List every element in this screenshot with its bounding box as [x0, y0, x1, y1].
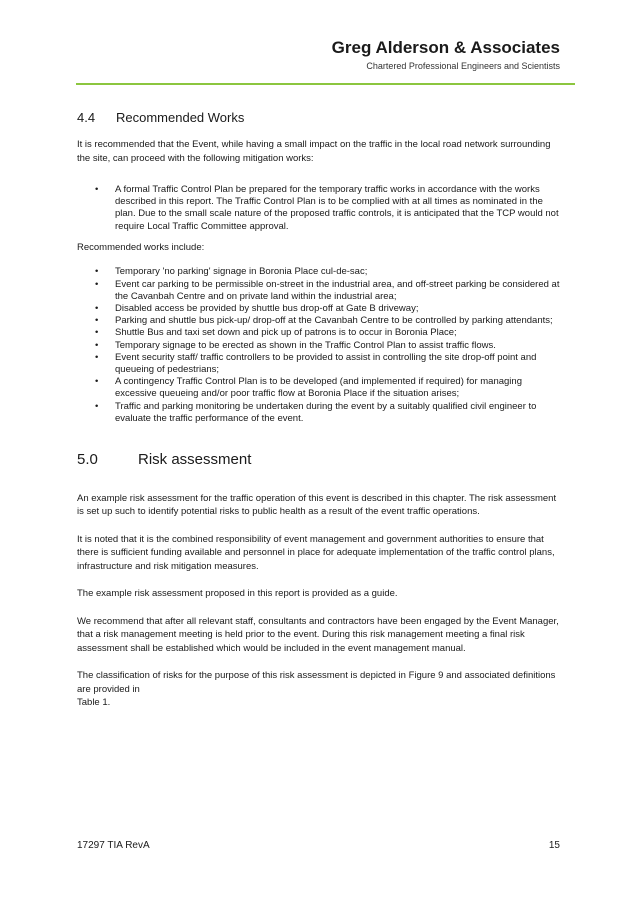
risk-paragraph-1: An example risk assessment for the traffic operation of this event is described in this chapter. The risk assessment is set up such to identify potential risks to public health as a result of the event traffic operations.: [77, 492, 557, 518]
bullet-icon: •: [95, 315, 99, 327]
company-name: Greg Alderson & Associates: [331, 38, 560, 57]
works-intro: Recommended works include:: [77, 241, 205, 253]
bullet-icon: •: [95, 266, 99, 278]
list-item: • Disabled access be provided by shuttle bus drop-off at Gate B driveway;: [95, 302, 419, 314]
list-item: • Temporary 'no parking' signage in Boronia Place cul-de-sac;: [95, 266, 368, 278]
list-item: • Traffic and parking monitoring be undertaken during the event by a suitably qualified civil engineer to evaluate the traffic performance of the event.: [95, 400, 537, 424]
list-item: • Temporary signage to be erected as shown in the Traffic Control Plan to assist traffic flows.: [95, 339, 496, 351]
recommended-intro: It is recommended that the Event, while having a small impact on the traffic in the local road network surrounding the site, can proceed with the following mitigation works:: [77, 139, 551, 164]
bullet-icon: •: [95, 184, 99, 195]
page-body: [77, 110, 561, 710]
bullet-icon: •: [95, 376, 99, 388]
bullet-icon: •: [95, 339, 99, 351]
bullet-icon: •: [95, 278, 99, 290]
section-number: 5.0: [77, 450, 98, 468]
mitigation-list: [77, 184, 561, 233]
section-heading-4-4: [77, 110, 561, 125]
section-title: Risk assessment: [138, 450, 252, 468]
bullet-icon: •: [95, 327, 99, 339]
company-tagline: Chartered Professional Engineers and Scientists: [366, 61, 560, 71]
list-item: • Parking and shuttle bus pick-up/ drop-off at the Cavanbah Centre to be controlled by parking attendants;: [95, 315, 553, 327]
list-item: • Event security staff/ traffic controllers to be provided to assist in controlling the site drop-off point and queueing of pedestrians;: [95, 351, 537, 375]
bullet-icon: •: [95, 351, 99, 363]
risk-paragraph-4: We recommend that after all relevant staff, consultants and contractors have been engaged by the Event Manager, that a risk management meeting is held prior to the event. During this risk management meeting a final risk assessment shall be established which would be included in the event management manual.: [77, 615, 559, 654]
document-reference: 17297 TIA RevA: [77, 840, 150, 851]
section-number: 4.4: [77, 110, 96, 125]
risk-paragraph-3: The example risk assessment proposed in this report is provided as a guide.: [77, 588, 398, 600]
bullet-icon: •: [95, 400, 99, 412]
list-item: • A contingency Traffic Control Plan is to be developed (and implemented if required) for managing excessive queueing and/or poor traffic flow at Boronia Place if the situation arises;: [95, 376, 522, 400]
recommended-works-list: [77, 266, 561, 425]
risk-paragraph-2: It is noted that it is the combined responsibility of event management and government authorities to ensure that there is sufficient funding available and personnel in place for adequate implementation of the traffic control plans, infrastructure and risk mitigation measures.: [77, 533, 555, 572]
bullet-icon: •: [95, 302, 99, 314]
list-item: • Event car parking to be permissible on-street in the industrial area, and off-street parking be considered at the Cavanbah Centre and on private land within the industrial area;: [95, 278, 560, 302]
risk-paragraph-5: The classification of risks for the purpose of this risk assessment is depicted in Figure 9 and associated definitions are provided in Table 1.: [77, 670, 556, 709]
section-heading-5-0: [77, 451, 561, 468]
list-item: • A formal Traffic Control Plan be prepared for the temporary traffic works in accordance with the works described in this report. The Traffic Control Plan is to be complied with at all times as nominated in the plan. Due to the small scale nature of the proposed traffic controls, it is anticipated that the TCP would not require Local Traffic Committee approval.: [95, 184, 559, 232]
section-title: Recommended Works: [116, 110, 245, 125]
header-divider: [76, 83, 575, 85]
list-item: • Shuttle Bus and taxi set down and pick up of patrons is to occur in Boronia Place;: [95, 327, 457, 339]
page-number: 15: [548, 840, 560, 851]
